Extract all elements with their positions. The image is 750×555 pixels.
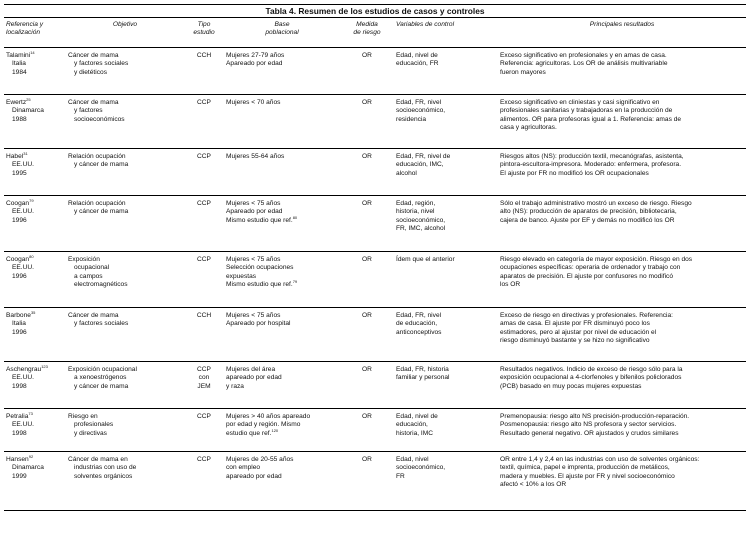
cell-control: [394, 149, 498, 196]
control-line: socioeconómico,: [396, 464, 446, 472]
tipo-line: CCP: [197, 99, 211, 106]
table-row: [4, 409, 746, 452]
objetivo-line: industrias con uso de: [74, 464, 137, 472]
control-line: residencia: [396, 115, 427, 123]
result-line: Exceso significativo en profesionales y en amas de casa.: [500, 52, 667, 59]
objetivo-line: socioeconómicos: [74, 115, 125, 123]
location: Dinamarca: [12, 107, 44, 115]
summary-table: [4, 18, 746, 511]
table-row: [4, 452, 746, 511]
result-line: textil, química, papel e imprenta, producción de metálicos,: [500, 464, 670, 472]
table-title: Tabla 4. Resumen de los estudios de casos y controles: [4, 4, 746, 18]
year: 1996: [12, 272, 27, 280]
cell-medida: OR: [362, 200, 372, 207]
control-line: educación,: [396, 421, 428, 429]
cell-resultados: [498, 308, 746, 362]
cell-base: [224, 48, 340, 95]
objetivo-line: Cáncer de mama: [68, 52, 119, 59]
control-line: educación, FR: [396, 60, 439, 68]
result-line: (PCB) basado en muy pocas mujeres expuestas: [500, 382, 642, 390]
result-line: Riesgos altos (NS): producción textil, mecanógrafas, asistenta,: [500, 153, 684, 160]
cell-medida: OR: [362, 366, 372, 373]
result-line: pintora-escultora-impresora. Moderado: enfermera, profesora.: [500, 161, 682, 169]
result-line: fueron mayores: [500, 68, 546, 76]
tipo-line: CCP: [197, 200, 211, 207]
base-line: Mujeres < 70 años: [226, 99, 281, 106]
base-line: apareado por edad: [226, 374, 282, 382]
control-line: alcohol: [396, 169, 417, 177]
base-line: Mujeres de 20-55 años: [226, 456, 294, 463]
cell-medida: OR: [362, 413, 372, 420]
cell-control: [394, 362, 498, 409]
year: 1998: [12, 429, 27, 437]
table-container: [4, 4, 746, 511]
cell-base: [224, 149, 340, 196]
base-line: Mujeres < 75 años: [226, 200, 281, 207]
cell-base: [224, 95, 340, 149]
cell-reference: [4, 48, 66, 95]
control-line: familiar y personal: [396, 374, 450, 382]
citation-number: 92: [28, 453, 34, 459]
citation-number: 120: [271, 427, 279, 433]
base-line: Mujeres < 75 años: [226, 312, 281, 319]
objetivo-line: Relación ocupación: [68, 200, 126, 207]
citation-number: 31: [23, 150, 28, 156]
cell-tipo: [184, 252, 224, 308]
base-line: apareado por edad: [226, 472, 282, 480]
result-line: Resultados negativos. Indicio de exceso de riesgo sólo para la: [500, 366, 683, 373]
objetivo-line: a campos: [74, 272, 103, 280]
header-base: Base poblacional: [265, 21, 299, 37]
cell-reference: [4, 252, 66, 308]
cell-tipo: [184, 149, 224, 196]
cell-control: [394, 409, 498, 452]
control-line: Ídem que el anterior: [396, 256, 455, 263]
table-header-row: [4, 18, 746, 48]
objetivo-line: a xenoestrógenos: [74, 374, 127, 382]
table-body: [4, 48, 746, 511]
control-line: historia, nivel: [396, 208, 435, 216]
result-line: Resultado general negativo. OR ajustados y crudos similares: [500, 429, 679, 437]
result-line: Exceso significativo en cliniestas y casi significativo en: [500, 99, 660, 106]
base-line: con empleo: [226, 464, 261, 472]
control-line: anticonceptivos: [396, 328, 442, 336]
table-row: [4, 95, 746, 149]
table-row: [4, 196, 746, 252]
control-line: socioeconómico,: [396, 216, 446, 224]
objetivo-line: Cáncer de mama en: [68, 456, 128, 463]
control-line: FR: [396, 472, 405, 480]
cell-tipo: [184, 196, 224, 252]
result-line: riesgo disminuyó bastante y se hizo no significativo: [500, 337, 650, 345]
cell-base: [224, 308, 340, 362]
year: 1999: [12, 472, 27, 480]
base-line: Mujeres < 75 años: [226, 256, 281, 263]
control-line: Edad, nivel: [396, 456, 429, 463]
result-line: Posmenopausia: riesgo alto NS profesora y sector servicios.: [500, 421, 677, 429]
location: EE.UU.: [12, 208, 34, 216]
header-resultados: Principales resultados: [589, 21, 655, 28]
result-line: Premenopausia: riesgo alto NS precisión-producción-reparación.: [500, 413, 690, 420]
control-line: Edad, nivel de: [396, 413, 438, 420]
location: Dinamarca: [12, 464, 44, 472]
cell-control: [394, 308, 498, 362]
objetivo-line: Cáncer de mama: [68, 99, 119, 106]
tipo-line: CCP: [197, 413, 211, 420]
cell-control: [394, 252, 498, 308]
citation-number: 35: [30, 309, 36, 315]
header-tipo: Tipo estudio: [193, 21, 215, 37]
cell-reference: [4, 409, 66, 452]
table-row: [4, 362, 746, 409]
control-line: de educación,: [396, 320, 438, 328]
cell-resultados: [498, 452, 746, 511]
result-line: estimadores, pero al ajustar por nivel de educación el: [500, 328, 657, 336]
base-line: Apareado por hospital: [226, 320, 291, 328]
control-line: educación, IMC,: [396, 161, 444, 169]
control-line: Edad, FR, nivel de: [396, 153, 451, 160]
control-line: historia, IMC: [396, 429, 434, 437]
author-name: Habel: [6, 153, 24, 160]
objetivo-line: Relación ocupación: [68, 153, 126, 160]
table-row: [4, 308, 746, 362]
cell-reference: [4, 362, 66, 409]
cell-medida: OR: [362, 256, 372, 263]
result-line: alimentos. OR para profesoras igual a 1. Referencia: amas de: [500, 115, 682, 123]
location: EE.UU.: [12, 421, 34, 429]
objetivo-line: Exposición: [68, 256, 100, 263]
result-line: alto (NS): producción de aparatos de precisión, bibliotecaria,: [500, 208, 677, 216]
author-name: Barbone: [6, 312, 31, 319]
cell-reference: [4, 308, 66, 362]
cell-tipo: [184, 362, 224, 409]
cell-tipo: [184, 48, 224, 95]
objetivo-line: profesionales: [74, 421, 114, 429]
location: EE.UU.: [12, 161, 34, 169]
tipo-line: CCP: [197, 456, 211, 463]
cell-objetivo: [66, 362, 184, 409]
year: 1996: [12, 216, 27, 224]
cell-resultados: [498, 149, 746, 196]
cell-medida: OR: [362, 153, 372, 160]
objetivo-line: y dietéticos: [74, 68, 107, 76]
cell-base: [224, 196, 340, 252]
result-line: los OR: [500, 281, 521, 289]
result-line: exposición ocupacional a 4-clorfenoles y bifenilos policlorados: [500, 374, 682, 382]
control-line: FR, IMC, alcohol: [396, 225, 446, 233]
base-line: Selección ocupaciones: [226, 264, 294, 272]
result-line: casa y agricultoras.: [500, 124, 557, 132]
year: 1995: [12, 169, 27, 177]
header-objetivo: Objetivo: [112, 21, 138, 28]
cell-resultados: [498, 252, 746, 308]
table-row: [4, 48, 746, 95]
tipo-line: CCH: [196, 312, 212, 319]
tipo-line: con: [198, 374, 210, 382]
tipo-line: CCP: [197, 153, 211, 160]
result-line: Sólo el trabajo administrativo mostró un exceso de riesgo. Riesgo: [500, 200, 692, 207]
author-name: Petralia: [6, 413, 29, 420]
result-line: Referencia: agricultoras. Los OR de análisis multivariable: [500, 60, 668, 68]
cell-medida: OR: [362, 52, 372, 59]
citation-number: 80: [292, 214, 298, 220]
cell-objetivo: [66, 308, 184, 362]
tipo-line: CCP: [197, 256, 211, 263]
location: Italia: [12, 320, 26, 328]
cell-base: [224, 362, 340, 409]
year: 1996: [12, 328, 27, 336]
year: 1988: [12, 115, 27, 123]
base-line: por edad y región. Mismo: [226, 421, 301, 429]
cell-tipo: [184, 452, 224, 511]
citation-number: 80: [29, 253, 34, 259]
citation-number: 123: [41, 363, 48, 369]
objetivo-line: solventes orgánicos: [74, 472, 133, 480]
result-line: cajera de banco. Ajuste por EF y demás no modificó los OR: [500, 216, 675, 224]
control-line: Edad, FR, nivel: [396, 312, 442, 319]
citation-number: 79: [29, 197, 34, 203]
citation-number: 14: [30, 49, 35, 55]
objetivo-line: y factores: [74, 107, 103, 115]
tipo-line: CCH: [196, 52, 212, 59]
base-line: expuestas: [226, 272, 257, 280]
cell-control: [394, 452, 498, 511]
cell-resultados: [498, 48, 746, 95]
result-line: Exceso de riesgo en directivas y profesionales. Referencia:: [500, 312, 673, 319]
cell-objetivo: [66, 409, 184, 452]
cell-reference: [4, 149, 66, 196]
control-line: Edad, región,: [396, 200, 436, 207]
tipo-line: JEM: [197, 382, 211, 390]
base-line: estudio que ref.: [226, 429, 272, 437]
control-line: socioeconómico,: [396, 107, 446, 115]
cell-resultados: [498, 95, 746, 149]
control-line: Edad, FR, historia: [396, 366, 449, 373]
year: 1984: [12, 68, 27, 76]
base-line: Mismo estudio que ref.: [226, 281, 293, 289]
base-line: Apareado por edad: [226, 60, 283, 68]
cell-objetivo: [66, 48, 184, 95]
citation-number: 73: [28, 410, 33, 416]
cell-tipo: [184, 409, 224, 452]
base-line: Mujeres 27-79 años: [226, 52, 285, 59]
base-line: Mujeres 55-64 años: [226, 153, 285, 160]
objetivo-line: y cáncer de mama: [74, 208, 129, 216]
cell-tipo: [184, 95, 224, 149]
author-name: Aschengrau: [6, 366, 42, 373]
base-line: Apareado por edad: [226, 208, 283, 216]
result-line: ocupaciones específicas: operaria de ordenador y trabajo con: [500, 264, 681, 272]
cell-reference: [4, 452, 66, 511]
base-line: Mismo estudio que ref.: [226, 216, 293, 224]
result-line: amas de casa. El ajuste por FR disminuyó poco los: [500, 320, 650, 328]
cell-objetivo: [66, 196, 184, 252]
cell-medida: OR: [362, 456, 372, 463]
cell-objetivo: [66, 149, 184, 196]
objetivo-line: Cáncer de mama: [68, 312, 119, 319]
cell-control: [394, 196, 498, 252]
location: EE.UU.: [12, 374, 34, 382]
author-name: Talamini: [6, 52, 31, 59]
cell-objetivo: [66, 252, 184, 308]
citation-number: 79: [292, 279, 298, 285]
author-name: Coogan: [6, 200, 30, 207]
cell-base: [224, 452, 340, 511]
cell-resultados: [498, 362, 746, 409]
cell-base: [224, 409, 340, 452]
objetivo-line: Exposición ocupacional: [68, 366, 137, 373]
author-name: Ewertz: [6, 99, 27, 106]
control-line: Edad, FR, nivel: [396, 99, 442, 106]
result-line: profesionales sanitarias y trabajadoras en la producción de: [500, 107, 673, 115]
result-line: Riesgo elevado en categoría de mayor exposición. Riesgo en dos: [500, 256, 693, 263]
cell-objetivo: [66, 95, 184, 149]
objetivo-line: y cáncer de mama: [74, 382, 129, 390]
cell-objetivo: [66, 452, 184, 511]
citation-number: 25: [26, 96, 31, 102]
cell-tipo: [184, 308, 224, 362]
objetivo-line: y factores sociales: [74, 60, 129, 68]
cell-reference: [4, 95, 66, 149]
objetivo-line: y directivas: [74, 429, 107, 437]
control-line: Edad, nivel de: [396, 52, 438, 59]
base-line: Mujeres > 40 años apareado: [226, 413, 311, 420]
cell-reference: [4, 196, 66, 252]
objetivo-line: Riesgo en: [68, 413, 98, 420]
result-line: OR entre 1,4 y 2,4 en las industrias con uso de solventes orgánicos:: [500, 456, 700, 463]
objetivo-line: electromagnéticos: [74, 281, 128, 289]
header-medida: Medida de riesgo: [353, 21, 381, 37]
year: 1998: [12, 382, 27, 390]
result-line: madera y muebles. El ajuste por FR y nivel socioeconómico: [500, 472, 675, 480]
author-name: Coogan: [6, 256, 30, 263]
table-row: [4, 149, 746, 196]
header-ref: Referencia y localización: [6, 21, 44, 37]
base-line: y raza: [226, 382, 244, 390]
objetivo-line: y cáncer de mama: [74, 161, 129, 169]
cell-resultados: [498, 409, 746, 452]
cell-base: [224, 252, 340, 308]
result-line: afectó < 10% a los OR: [500, 481, 567, 489]
header-control: Variables de control: [396, 21, 455, 28]
result-line: El ajuste por FR no modificó los OR ocupacionales: [500, 169, 649, 177]
author-name: Hansen: [6, 456, 29, 463]
cell-medida: OR: [362, 312, 372, 319]
objetivo-line: ocupacional: [74, 264, 110, 272]
result-line: aparatos de precisión. El ajuste por confusores no modificó: [500, 272, 673, 280]
base-line: Mujeres del área: [226, 366, 276, 373]
location: Italia: [12, 60, 26, 68]
cell-control: [394, 95, 498, 149]
cell-medida: OR: [362, 99, 372, 106]
location: EE.UU.: [12, 264, 34, 272]
tipo-line: CCP: [197, 366, 211, 373]
table-row: [4, 252, 746, 308]
cell-control: [394, 48, 498, 95]
objetivo-line: y factores sociales: [74, 320, 129, 328]
cell-resultados: [498, 196, 746, 252]
